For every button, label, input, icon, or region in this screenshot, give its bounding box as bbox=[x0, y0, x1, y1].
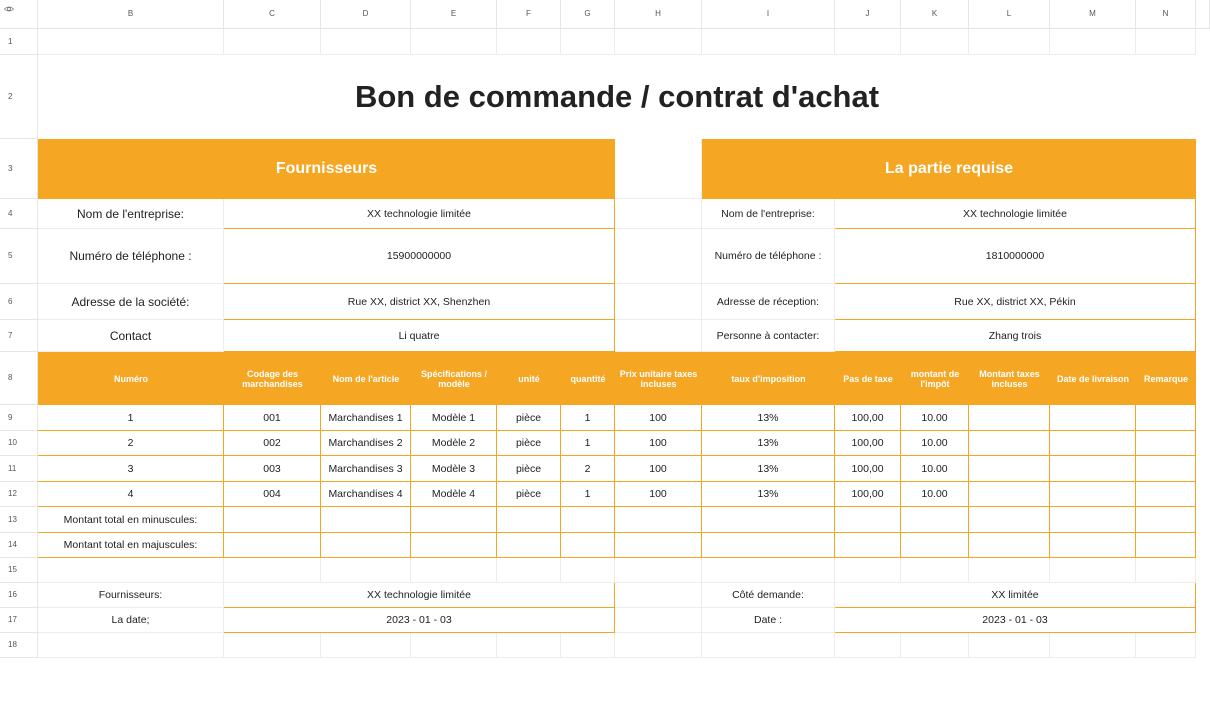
item-rate-cell[interactable]: 13% bbox=[702, 482, 835, 507]
row-header-4[interactable]: 4 bbox=[0, 199, 38, 229]
item-code-cell[interactable]: 002 bbox=[224, 431, 321, 456]
total-lowercase-label[interactable]: Montant total en minuscules: bbox=[38, 507, 224, 533]
column-header-overflow bbox=[1196, 0, 1210, 29]
table-header-g[interactable]: quantité bbox=[561, 352, 615, 405]
total-empty-cell[interactable] bbox=[901, 533, 969, 558]
table-header-h[interactable]: Prix unitaire taxes incluses bbox=[615, 352, 702, 405]
total-empty-cell[interactable] bbox=[969, 507, 1050, 533]
table-header-c[interactable]: Codage des marchandises bbox=[224, 352, 321, 405]
table-header-m[interactable]: Date de livraison bbox=[1050, 352, 1136, 405]
signature-buyer-label[interactable]: Côté demande: bbox=[702, 583, 835, 608]
cell-empty[interactable] bbox=[1136, 558, 1196, 583]
cell-empty[interactable] bbox=[901, 29, 969, 55]
row-header-14[interactable]: 14 bbox=[0, 533, 38, 558]
buyer-value-phone[interactable]: 1810000000 bbox=[835, 229, 1196, 284]
item-tax-cell[interactable]: 10.00 bbox=[901, 456, 969, 482]
item-empty-cell[interactable] bbox=[969, 456, 1050, 482]
cell-empty[interactable] bbox=[615, 608, 702, 633]
cell-empty[interactable] bbox=[224, 29, 321, 55]
item-unit-cell[interactable]: pièce bbox=[497, 431, 561, 456]
supplier-value-address[interactable]: Rue XX, district XX, Shenzhen bbox=[224, 284, 615, 320]
total-empty-cell[interactable] bbox=[561, 533, 615, 558]
supplier-label-company[interactable]: Nom de l'entreprise: bbox=[38, 199, 224, 229]
total-empty-cell[interactable] bbox=[321, 507, 411, 533]
signature-supplier-label[interactable]: Fournisseurs: bbox=[38, 583, 224, 608]
total-empty-cell[interactable] bbox=[615, 533, 702, 558]
total-empty-cell[interactable] bbox=[1050, 507, 1136, 533]
row-header-17[interactable]: 17 bbox=[0, 608, 38, 633]
item-tax-cell[interactable]: 10.00 bbox=[901, 482, 969, 507]
cell-empty[interactable] bbox=[561, 633, 615, 658]
total-empty-cell[interactable] bbox=[411, 507, 497, 533]
cell-empty[interactable] bbox=[969, 633, 1050, 658]
total-empty-cell[interactable] bbox=[497, 533, 561, 558]
row-header-12[interactable]: 12 bbox=[0, 482, 38, 507]
cell-empty[interactable] bbox=[615, 558, 702, 583]
table-header-i[interactable]: taux d'imposition bbox=[702, 352, 835, 405]
signature-date-label-left[interactable]: La date; bbox=[38, 608, 224, 633]
supplier-section-header[interactable]: Fournisseurs bbox=[38, 139, 615, 199]
cell-empty[interactable] bbox=[561, 558, 615, 583]
row-header-1[interactable]: 1 bbox=[0, 29, 38, 55]
cell-empty[interactable] bbox=[1050, 558, 1136, 583]
cell-empty[interactable] bbox=[901, 558, 969, 583]
item-notax-cell[interactable]: 100,00 bbox=[835, 405, 901, 431]
column-header-j[interactable]: J bbox=[835, 0, 901, 29]
item-qty-cell[interactable]: 1 bbox=[561, 405, 615, 431]
table-header-n[interactable]: Remarque bbox=[1136, 352, 1196, 405]
column-header-m[interactable]: M bbox=[1050, 0, 1136, 29]
row-header-3[interactable]: 3 bbox=[0, 139, 38, 199]
row-header-16[interactable]: 16 bbox=[0, 583, 38, 608]
item-code-cell[interactable]: 003 bbox=[224, 456, 321, 482]
total-empty-cell[interactable] bbox=[224, 533, 321, 558]
column-header-k[interactable]: K bbox=[901, 0, 969, 29]
buyer-label-company[interactable]: Nom de l'entreprise: bbox=[702, 199, 835, 229]
item-unit-cell[interactable]: pièce bbox=[497, 482, 561, 507]
row-header-6[interactable]: 6 bbox=[0, 284, 38, 320]
cell-empty[interactable] bbox=[615, 29, 702, 55]
item-empty-cell[interactable] bbox=[1050, 405, 1136, 431]
cell-empty[interactable] bbox=[615, 284, 702, 320]
column-header-g[interactable]: G bbox=[561, 0, 615, 29]
cell-empty[interactable] bbox=[702, 558, 835, 583]
cell-empty[interactable] bbox=[411, 558, 497, 583]
select-all-corner[interactable] bbox=[0, 0, 38, 29]
buyer-section-header[interactable]: La partie requise bbox=[702, 139, 1196, 199]
item-rate-cell[interactable]: 13% bbox=[702, 431, 835, 456]
item-model-cell[interactable]: Modèle 3 bbox=[411, 456, 497, 482]
row-header-8[interactable]: 8 bbox=[0, 352, 38, 405]
table-header-j[interactable]: Pas de taxe bbox=[835, 352, 901, 405]
row-header-15[interactable]: 15 bbox=[0, 558, 38, 583]
signature-date-value-right[interactable]: 2023 - 01 - 03 bbox=[835, 608, 1196, 633]
cell-empty[interactable] bbox=[561, 29, 615, 55]
item-empty-cell[interactable] bbox=[969, 405, 1050, 431]
item-qty-cell[interactable]: 2 bbox=[561, 456, 615, 482]
signature-supplier-value[interactable]: XX technologie limitée bbox=[224, 583, 615, 608]
buyer-value-address[interactable]: Rue XX, district XX, Pékin bbox=[835, 284, 1196, 320]
table-header-f[interactable]: unité bbox=[497, 352, 561, 405]
item-name-cell[interactable]: Marchandises 2 bbox=[321, 431, 411, 456]
row-header-13[interactable]: 13 bbox=[0, 507, 38, 533]
item-price-cell[interactable]: 100 bbox=[615, 405, 702, 431]
total-empty-cell[interactable] bbox=[1050, 533, 1136, 558]
item-qty-cell[interactable]: 1 bbox=[561, 431, 615, 456]
item-unit-cell[interactable]: pièce bbox=[497, 405, 561, 431]
eye-icon bbox=[4, 4, 14, 14]
cell-empty[interactable] bbox=[835, 633, 901, 658]
item-rate-cell[interactable]: 13% bbox=[702, 456, 835, 482]
cell-empty[interactable] bbox=[835, 29, 901, 55]
cell-empty[interactable] bbox=[321, 633, 411, 658]
item-model-cell[interactable]: Modèle 2 bbox=[411, 431, 497, 456]
cell-empty[interactable] bbox=[411, 29, 497, 55]
supplier-label-address[interactable]: Adresse de la société: bbox=[38, 284, 224, 320]
item-tax-cell[interactable]: 10.00 bbox=[901, 405, 969, 431]
cell-empty[interactable] bbox=[1136, 29, 1196, 55]
buyer-value-contact[interactable]: Zhang trois bbox=[835, 320, 1196, 352]
item-name-cell[interactable]: Marchandises 1 bbox=[321, 405, 411, 431]
row-header-10[interactable]: 10 bbox=[0, 431, 38, 456]
supplier-value-company[interactable]: XX technologie limitée bbox=[224, 199, 615, 229]
table-header-k[interactable]: montant de l'impôt bbox=[901, 352, 969, 405]
total-empty-cell[interactable] bbox=[1136, 533, 1196, 558]
item-num-cell[interactable]: 1 bbox=[38, 405, 224, 431]
column-header-l[interactable]: L bbox=[969, 0, 1050, 29]
item-notax-cell[interactable]: 100,00 bbox=[835, 456, 901, 482]
supplier-label-phone[interactable]: Numéro de téléphone : bbox=[38, 229, 224, 284]
cell-empty[interactable] bbox=[1136, 633, 1196, 658]
cell-empty[interactable] bbox=[615, 139, 702, 199]
item-name-cell[interactable]: Marchandises 4 bbox=[321, 482, 411, 507]
column-header-n[interactable]: N bbox=[1136, 0, 1196, 29]
cell-empty[interactable] bbox=[835, 558, 901, 583]
row-header-9[interactable]: 9 bbox=[0, 405, 38, 431]
cell-empty[interactable] bbox=[901, 633, 969, 658]
signature-date-label-right[interactable]: Date : bbox=[702, 608, 835, 633]
cell-empty[interactable] bbox=[615, 229, 702, 284]
item-price-cell[interactable]: 100 bbox=[615, 482, 702, 507]
total-empty-cell[interactable] bbox=[835, 533, 901, 558]
cell-empty[interactable] bbox=[411, 633, 497, 658]
column-header-b[interactable]: B bbox=[38, 0, 224, 29]
cell-empty[interactable] bbox=[615, 633, 702, 658]
item-code-cell[interactable]: 004 bbox=[224, 482, 321, 507]
table-header-l[interactable]: Montant taxes incluses bbox=[969, 352, 1050, 405]
page-title[interactable]: Bon de commande / contrat d'achat bbox=[354, 79, 880, 114]
cell-empty[interactable] bbox=[497, 558, 561, 583]
total-empty-cell[interactable] bbox=[702, 507, 835, 533]
cell-empty[interactable] bbox=[38, 29, 224, 55]
column-header-f[interactable]: F bbox=[497, 0, 561, 29]
table-header-e[interactable]: Spécifications / modèle bbox=[411, 352, 497, 405]
item-price-cell[interactable]: 100 bbox=[615, 456, 702, 482]
cell-empty[interactable] bbox=[615, 199, 702, 229]
cell-empty[interactable] bbox=[224, 558, 321, 583]
item-unit-cell[interactable]: pièce bbox=[497, 456, 561, 482]
cell-empty[interactable] bbox=[1050, 29, 1136, 55]
item-num-cell[interactable]: 4 bbox=[38, 482, 224, 507]
total-empty-cell[interactable] bbox=[615, 507, 702, 533]
item-model-cell[interactable]: Modèle 4 bbox=[411, 482, 497, 507]
total-empty-cell[interactable] bbox=[321, 533, 411, 558]
signature-buyer-value[interactable]: XX limitée bbox=[835, 583, 1196, 608]
item-num-cell[interactable]: 3 bbox=[38, 456, 224, 482]
row-header-5[interactable]: 5 bbox=[0, 229, 38, 284]
column-header-i[interactable]: I bbox=[702, 0, 835, 29]
item-empty-cell[interactable] bbox=[1136, 431, 1196, 456]
item-name-cell[interactable]: Marchandises 3 bbox=[321, 456, 411, 482]
total-empty-cell[interactable] bbox=[702, 533, 835, 558]
table-header-b[interactable]: Numéro bbox=[38, 352, 224, 405]
buyer-value-company[interactable]: XX technologie limitée bbox=[835, 199, 1196, 229]
total-empty-cell[interactable] bbox=[1136, 507, 1196, 533]
buyer-label-address[interactable]: Adresse de réception: bbox=[702, 284, 835, 320]
buyer-label-contact[interactable]: Personne à contacter: bbox=[702, 320, 835, 352]
item-empty-cell[interactable] bbox=[969, 482, 1050, 507]
item-num-cell[interactable]: 2 bbox=[38, 431, 224, 456]
row-header-11[interactable]: 11 bbox=[0, 456, 38, 482]
column-header-d[interactable]: D bbox=[321, 0, 411, 29]
cell-empty[interactable] bbox=[969, 29, 1050, 55]
column-header-e[interactable]: E bbox=[411, 0, 497, 29]
supplier-value-phone[interactable]: 15900000000 bbox=[224, 229, 615, 284]
cell-empty[interactable] bbox=[224, 633, 321, 658]
row-header-2[interactable]: 2 bbox=[0, 55, 38, 139]
item-notax-cell[interactable]: 100,00 bbox=[835, 431, 901, 456]
column-header-h[interactable]: H bbox=[615, 0, 702, 29]
item-qty-cell[interactable]: 1 bbox=[561, 482, 615, 507]
item-model-cell[interactable]: Modèle 1 bbox=[411, 405, 497, 431]
cell-empty[interactable] bbox=[702, 29, 835, 55]
item-empty-cell[interactable] bbox=[1050, 456, 1136, 482]
cell-empty[interactable] bbox=[702, 633, 835, 658]
item-empty-cell[interactable] bbox=[1050, 431, 1136, 456]
row-header-18[interactable]: 18 bbox=[0, 633, 38, 658]
cell-empty[interactable] bbox=[38, 633, 224, 658]
row-header-7[interactable]: 7 bbox=[0, 320, 38, 352]
item-empty-cell[interactable] bbox=[1050, 482, 1136, 507]
total-empty-cell[interactable] bbox=[901, 507, 969, 533]
total-empty-cell[interactable] bbox=[561, 507, 615, 533]
cell-empty[interactable] bbox=[321, 558, 411, 583]
cell-empty[interactable] bbox=[1050, 633, 1136, 658]
item-empty-cell[interactable] bbox=[1136, 405, 1196, 431]
total-empty-cell[interactable] bbox=[224, 507, 321, 533]
total-empty-cell[interactable] bbox=[497, 507, 561, 533]
item-rate-cell[interactable]: 13% bbox=[702, 405, 835, 431]
supplier-label-contact[interactable]: Contact bbox=[38, 320, 224, 352]
item-tax-cell[interactable]: 10.00 bbox=[901, 431, 969, 456]
cell-empty[interactable] bbox=[38, 558, 224, 583]
buyer-label-phone[interactable]: Numéro de téléphone : bbox=[702, 229, 835, 284]
total-empty-cell[interactable] bbox=[835, 507, 901, 533]
total-empty-cell[interactable] bbox=[411, 533, 497, 558]
total-uppercase-label[interactable]: Montant total en majuscules: bbox=[38, 533, 224, 558]
item-empty-cell[interactable] bbox=[1136, 456, 1196, 482]
cell-empty[interactable] bbox=[615, 583, 702, 608]
cell-empty[interactable] bbox=[497, 633, 561, 658]
item-empty-cell[interactable] bbox=[969, 431, 1050, 456]
column-header-c[interactable]: C bbox=[224, 0, 321, 29]
item-notax-cell[interactable]: 100,00 bbox=[835, 482, 901, 507]
item-price-cell[interactable]: 100 bbox=[615, 431, 702, 456]
cell-empty[interactable] bbox=[969, 558, 1050, 583]
cell-empty[interactable] bbox=[615, 320, 702, 352]
item-empty-cell[interactable] bbox=[1136, 482, 1196, 507]
item-code-cell[interactable]: 001 bbox=[224, 405, 321, 431]
cell-empty[interactable] bbox=[321, 29, 411, 55]
table-header-d[interactable]: Nom de l'article bbox=[321, 352, 411, 405]
cell-empty[interactable] bbox=[497, 29, 561, 55]
signature-date-value-left[interactable]: 2023 - 01 - 03 bbox=[224, 608, 615, 633]
supplier-value-contact[interactable]: Li quatre bbox=[224, 320, 615, 352]
total-empty-cell[interactable] bbox=[969, 533, 1050, 558]
